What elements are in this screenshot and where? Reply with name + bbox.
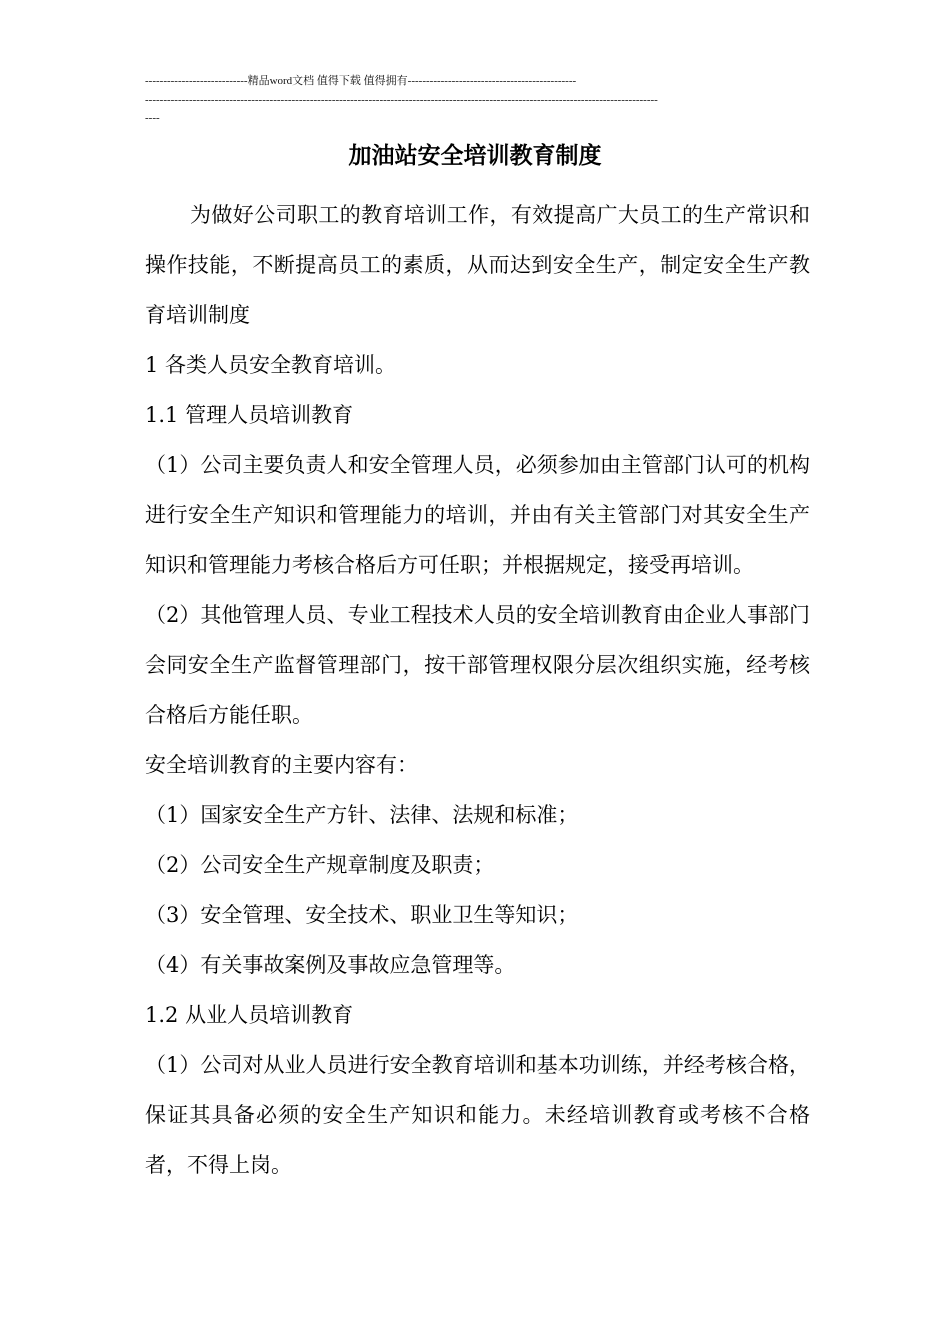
list-item: （1）国家安全生产方针、法律、法规和标准； (145, 803, 579, 827)
subsection-heading: 1.1 管理人员培训教育 (145, 403, 354, 427)
paragraph: 安全培训教育的主要内容有： (145, 753, 418, 777)
list-item: （3）安全管理、安全技术、职业卫生等知识； (145, 903, 579, 927)
paragraph: （1）公司对从业人员进行安全教育培训和基本功训练，并经考核合格，保证其具备必须的安全生产知识和能力。未经培训教育或考核不合格者，不得上岗。 (145, 1053, 810, 1177)
document-body (145, 190, 810, 1190)
document-title: 加油站安全培训教育制度 (348, 143, 602, 169)
paragraph: （1）公司主要负责人和安全管理人员，必须参加由主管部门认可的机构进行安全生产知识和管理能力的培训，并由有关主管部门对其安全生产知识和管理能力考核合格后方可任职；并根据规定，接受再培训。 (145, 453, 810, 577)
header-separator: -------------------------------------------------------------------------------------------------------------------------------------------- (145, 94, 658, 106)
header-line: ----------------------------精品word文档 值得下载 值得拥有---------------------------------------------- (145, 75, 577, 87)
list-item: （4）有关事故案例及事故应急管理等。 (145, 953, 516, 977)
intro-paragraph: 为做好公司职工的教育培训工作，有效提高广大员工的生产常识和操作技能，不断提高员工的素质，从而达到安全生产，制定安全生产教育培训制度 (145, 203, 810, 327)
subsection-heading: 1.2 从业人员培训教育 (145, 1003, 354, 1027)
list-item: （2）公司安全生产规章制度及职责； (145, 853, 495, 877)
header-separator-tail: ---- (145, 112, 160, 124)
section-heading: 1 各类人员安全教育培训。 (145, 353, 397, 377)
paragraph: （2）其他管理人员、专业工程技术人员的安全培训教育由企业人事部门会同安全生产监督管理部门，按干部管理权限分层次组织实施，经考核合格后方能任职。 (145, 603, 810, 727)
